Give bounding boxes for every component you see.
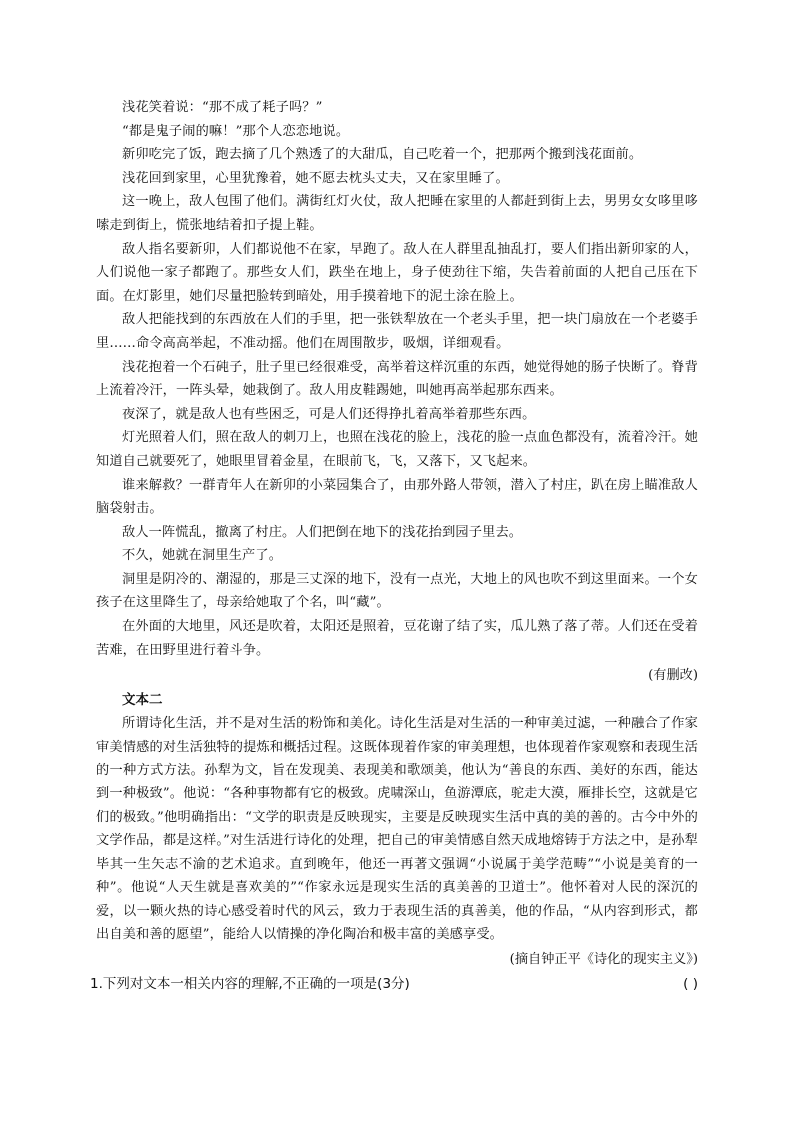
text2-paragraph: 所谓诗化生活，并不是对生活的粉饰和美化。诗化生活是对生活的一种审美过滤，一种融合了作家审美情感的对生活独特的提炼和概括过程。这既体现着作家的审美理想，也体现着作家观察和表现生活的一种方式方法。孙犁为文，旨在发现美、表现美和歌颂美，他认为“善良的东西、美好的东西，能达到一种极致”。他说：“各种事物都有它的极致。虎啸深山，鱼游潭底，驼走大漠，雁排长空，这就是它们的极致。”他明确指出：“文学的职责是反映现实，主要是反映现实生活中真的美的善的。古今中外的文学作品，都是这样。”对生活进行诗化的处理，把自己的审美情感自然天成地熔铸于方法之中，是孙犁毕其一生矢志不渝的艺术追求。直到晚年，他还一再著文强调“小说属于美学范畴”“小说是美育的一种”。他说“人天生就是喜欢美的”“作家永远是现实生活的真美善的卫道士”。他怀着对人民的深沉的爱，以一颗火热的诗心感受着时代的风云，致力于表现生活的真善美，他的作品，“从内容到形式，都出自美和善的愿望”，能给人以情操的净化陶冶和极丰富的美感享受。 <box>96 716 698 942</box>
text1-paragraph-8: 浅花抱着一个石砘子，肚子里已经很难受，高举着这样沉重的东西，她觉得她的肠子快断了。脊背上流着冷汗，一阵头晕，她栽倒了。敌人用皮鞋踢她，叫她再高举起那东西来。 <box>96 359 698 399</box>
text-one <box>96 96 698 688</box>
text2-source-note: (摘自钟正平《诗化的现实主义》) <box>509 952 698 968</box>
text1-paragraph-7: 敌人把能找到的东西放在人们的手里，把一张铁犁放在一个老头手里，把一块门扇放在一个老婆手里……命令高高举起，不准动摇。他们在周围散步，吸烟，详细观看。 <box>96 312 698 351</box>
document-body <box>90 96 698 996</box>
text-two <box>96 688 698 972</box>
text1-paragraph-6: 敌人指名要新卯，人们都说他不在家，早跑了。敌人在人群里乱抽乱打，要人们指出新卯家的人，人们说他一家子都跑了。那些女人们，跌坐在地上，身子使劲往下缩，失告着前面的人把自己压在下面。在灯影里，她们尽量把脸转到暗处，用手摸着地下的泥土涂在脸上。 <box>96 241 698 304</box>
text1-paragraph-10: 灯光照着人们，照在敌人的刺刀上，也照在浅花的脸上，浅花的脸一点血色都没有，流着冷汗。她知道自己就要死了，她眼里冒着金星，在眼前飞，飞，又落下，又飞起来。 <box>96 430 698 469</box>
text2-heading: 文本二 <box>122 692 163 709</box>
text1-paragraph-14: 洞里是阴冷的、潮湿的，那是三丈深的地下，没有一点光，大地上的风也吹不到这里面来。一个女孩子在这里降生了，母亲给她取了个名，叫“藏”。 <box>96 571 698 611</box>
text1-paragraph-15: 在外面的大地里，风还是吹着，太阳还是照着，豆花谢了结了实，瓜儿熟了落了蒂。人们还在受着苦难，在田野里进行着斗争。 <box>96 619 698 658</box>
text1-paragraph-9: 夜深了，就是敌人也有些困乏，可是人们还得挣扎着高举着那些东西。 <box>122 406 536 422</box>
text1-source-note: (有删改) <box>648 668 698 684</box>
text1-paragraph-12: 敌人一阵慌乱，撤离了村庄。人们把倒在地下的浅花抬到园子里去。 <box>122 524 523 540</box>
text1-paragraph-11: 谁来解救？一群青年人在新卯的小菜园集合了，由那外路人带领，潜入了村庄，趴在房上瞄准敌人脑袋射击。 <box>96 477 698 517</box>
text1-paragraph-4: 浅花回到家里，心里犹豫着，她不愿去枕头丈夫，又在家里睡了。 <box>122 170 509 186</box>
answer-blank[interactable]: ( ) <box>683 976 698 993</box>
question-1 <box>90 972 698 996</box>
text1-paragraph-2: “都是鬼子闹的嘛！”那个人恋恋地说。 <box>122 123 350 139</box>
text1-paragraph-3: 新卯吃完了饭，跑去摘了几个熟透了的大甜瓜，自己吃着一个，把那两个搬到浅花面前。 <box>122 147 643 163</box>
text1-paragraph-5: 这一晚上，敌人包围了他们。满街红灯火仗，敌人把睡在家里的人都赶到街上去，男男女女哆里哆嗦走到街上，慌张地结着扣子提上鞋。 <box>96 194 698 233</box>
question-1-text: 1.下列对文本一相关内容的理解,不正确的一项是(3分) <box>90 976 410 993</box>
text1-paragraph-1: 浅花笑着说：“那不成了耗子吗？” <box>122 100 323 115</box>
text1-paragraph-13: 不久，她就在洞里生产了。 <box>122 548 283 564</box>
